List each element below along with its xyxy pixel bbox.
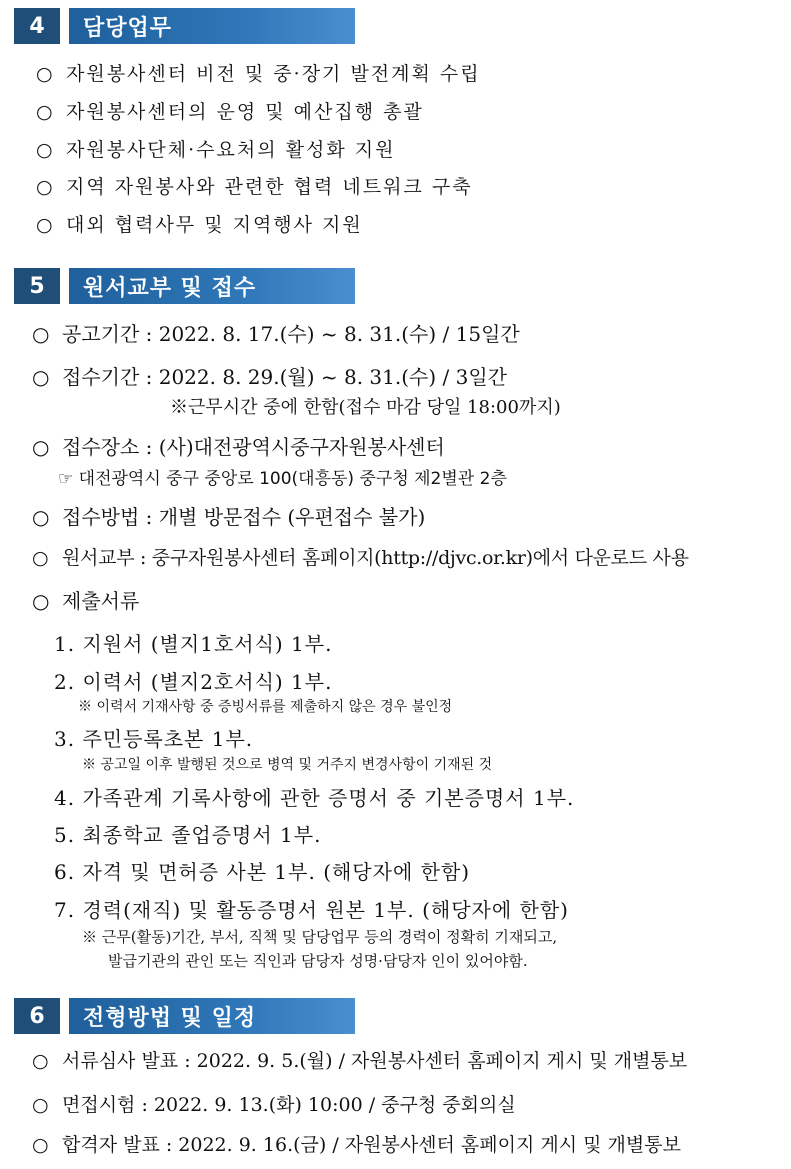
receipt-period: ○ 접수기간 : 2022. 8. 29.(월) ~ 8. 31.(수) / 3일간 — [32, 365, 507, 389]
document-item: 3. 주민등록초본 1부. — [54, 727, 254, 751]
schedule-item: ○ 서류심사 발표 : 2022. 9. 5.(월) / 자원봉사센터 홈페이지 게시 및 개별통보 — [32, 1050, 688, 1072]
bullet-icon: ○ — [32, 1050, 49, 1072]
duty-item: ○ 자원봉사센터의 운영 및 예산집행 총괄 — [36, 101, 424, 123]
bullet-icon: ○ — [36, 214, 55, 236]
document-note: ※ 근무(활동)기간, 부서, 직책 및 담당업무 등의 경력이 정확히 기재되고, — [82, 928, 558, 946]
document-note: 발급기관의 관인 또는 직인과 담당자 성명·담당자 인이 있어야함. — [108, 952, 528, 970]
schedule-item: ○ 면접시험 : 2022. 9. 13.(화) 10:00 / 중구청 중회의실 — [32, 1094, 516, 1116]
bullet-icon: ○ — [32, 589, 50, 613]
schedule-item: ○ 합격자 발표 : 2022. 9. 16.(금) / 자원봉사센터 홈페이지 게시 및 개별통보 — [32, 1134, 681, 1156]
bullet-icon: ○ — [32, 547, 49, 569]
duty-item: ○ 대외 협력사무 및 지역행사 지원 — [36, 214, 363, 236]
document-item: 7. 경력(재직) 및 활동증명서 원본 1부. (해당자에 한함) — [54, 898, 569, 922]
bullet-icon: ○ — [32, 1134, 49, 1156]
document-item: 2. 이력서 (별지2호서식) 1부. — [54, 670, 333, 694]
duty-item: ○ 자원봉사센터 비전 및 중·장기 발전계획 수립 — [36, 63, 481, 85]
section-title: 전형방법 및 일정 — [69, 998, 355, 1034]
document-note: ※ 공고일 이후 발행된 것으로 병역 및 거주지 변경사항이 기재된 것 — [82, 757, 493, 773]
bullet-icon: ○ — [36, 139, 55, 161]
bullet-icon: ○ — [32, 322, 50, 346]
application-distribution: ○ 원서교부 : 중구자원봉사센터 홈페이지(http://djvc.or.kr)에서 다운로드 사용 — [32, 547, 689, 569]
section-header-application — [14, 268, 355, 304]
section-header-schedule — [14, 998, 355, 1034]
receipt-method: ○ 접수방법 : 개별 방문접수 (우편접수 불가) — [32, 505, 426, 529]
section-title: 원서교부 및 접수 — [69, 268, 355, 304]
bullet-icon: ○ — [32, 505, 50, 529]
section-header-duties — [14, 8, 355, 44]
section-number: 6 — [14, 998, 60, 1034]
bullet-icon: ○ — [36, 176, 55, 198]
bullet-icon: ○ — [32, 1094, 49, 1116]
section-title: 담당업무 — [69, 8, 355, 44]
documents-label: ○ 제출서류 — [32, 589, 140, 613]
duty-item: ○ 지역 자원봉사와 관련한 협력 네트워크 구축 — [36, 176, 473, 198]
bullet-icon: ○ — [32, 365, 50, 389]
bullet-icon: ○ — [32, 435, 50, 459]
document-item: 6. 자격 및 면허증 사본 1부. (해당자에 한함) — [54, 860, 471, 884]
bullet-icon: ○ — [36, 101, 55, 123]
receipt-address: ☞ 대전광역시 중구 중앙로 100(대흥동) 중구청 제2별관 2층 — [58, 469, 507, 489]
section-number: 5 — [14, 268, 60, 304]
notice-period: ○ 공고기간 : 2022. 8. 17.(수) ~ 8. 31.(수) / 15일간 — [32, 322, 520, 346]
section-number: 4 — [14, 8, 60, 44]
receipt-place: ○ 접수장소 : (사)대전광역시중구자원봉사센터 — [32, 435, 445, 459]
document-note: ※ 이력서 기재사항 중 증빙서류를 제출하지 않은 경우 불인정 — [78, 699, 453, 715]
document-item: 4. 가족관계 기록사항에 관한 증명서 중 기본증명서 1부. — [54, 786, 575, 810]
receipt-note: ※근무시간 중에 한함(접수 마감 당일 18:00까지) — [170, 397, 561, 418]
bullet-icon: ○ — [36, 63, 55, 85]
duty-item: ○ 자원봉사단체·수요처의 활성화 지원 — [36, 139, 396, 161]
pointing-hand-icon: ☞ — [58, 469, 74, 489]
document-item: 5. 최종학교 졸업증명서 1부. — [54, 823, 322, 847]
document-item: 1. 지원서 (별지1호서식) 1부. — [54, 632, 333, 656]
